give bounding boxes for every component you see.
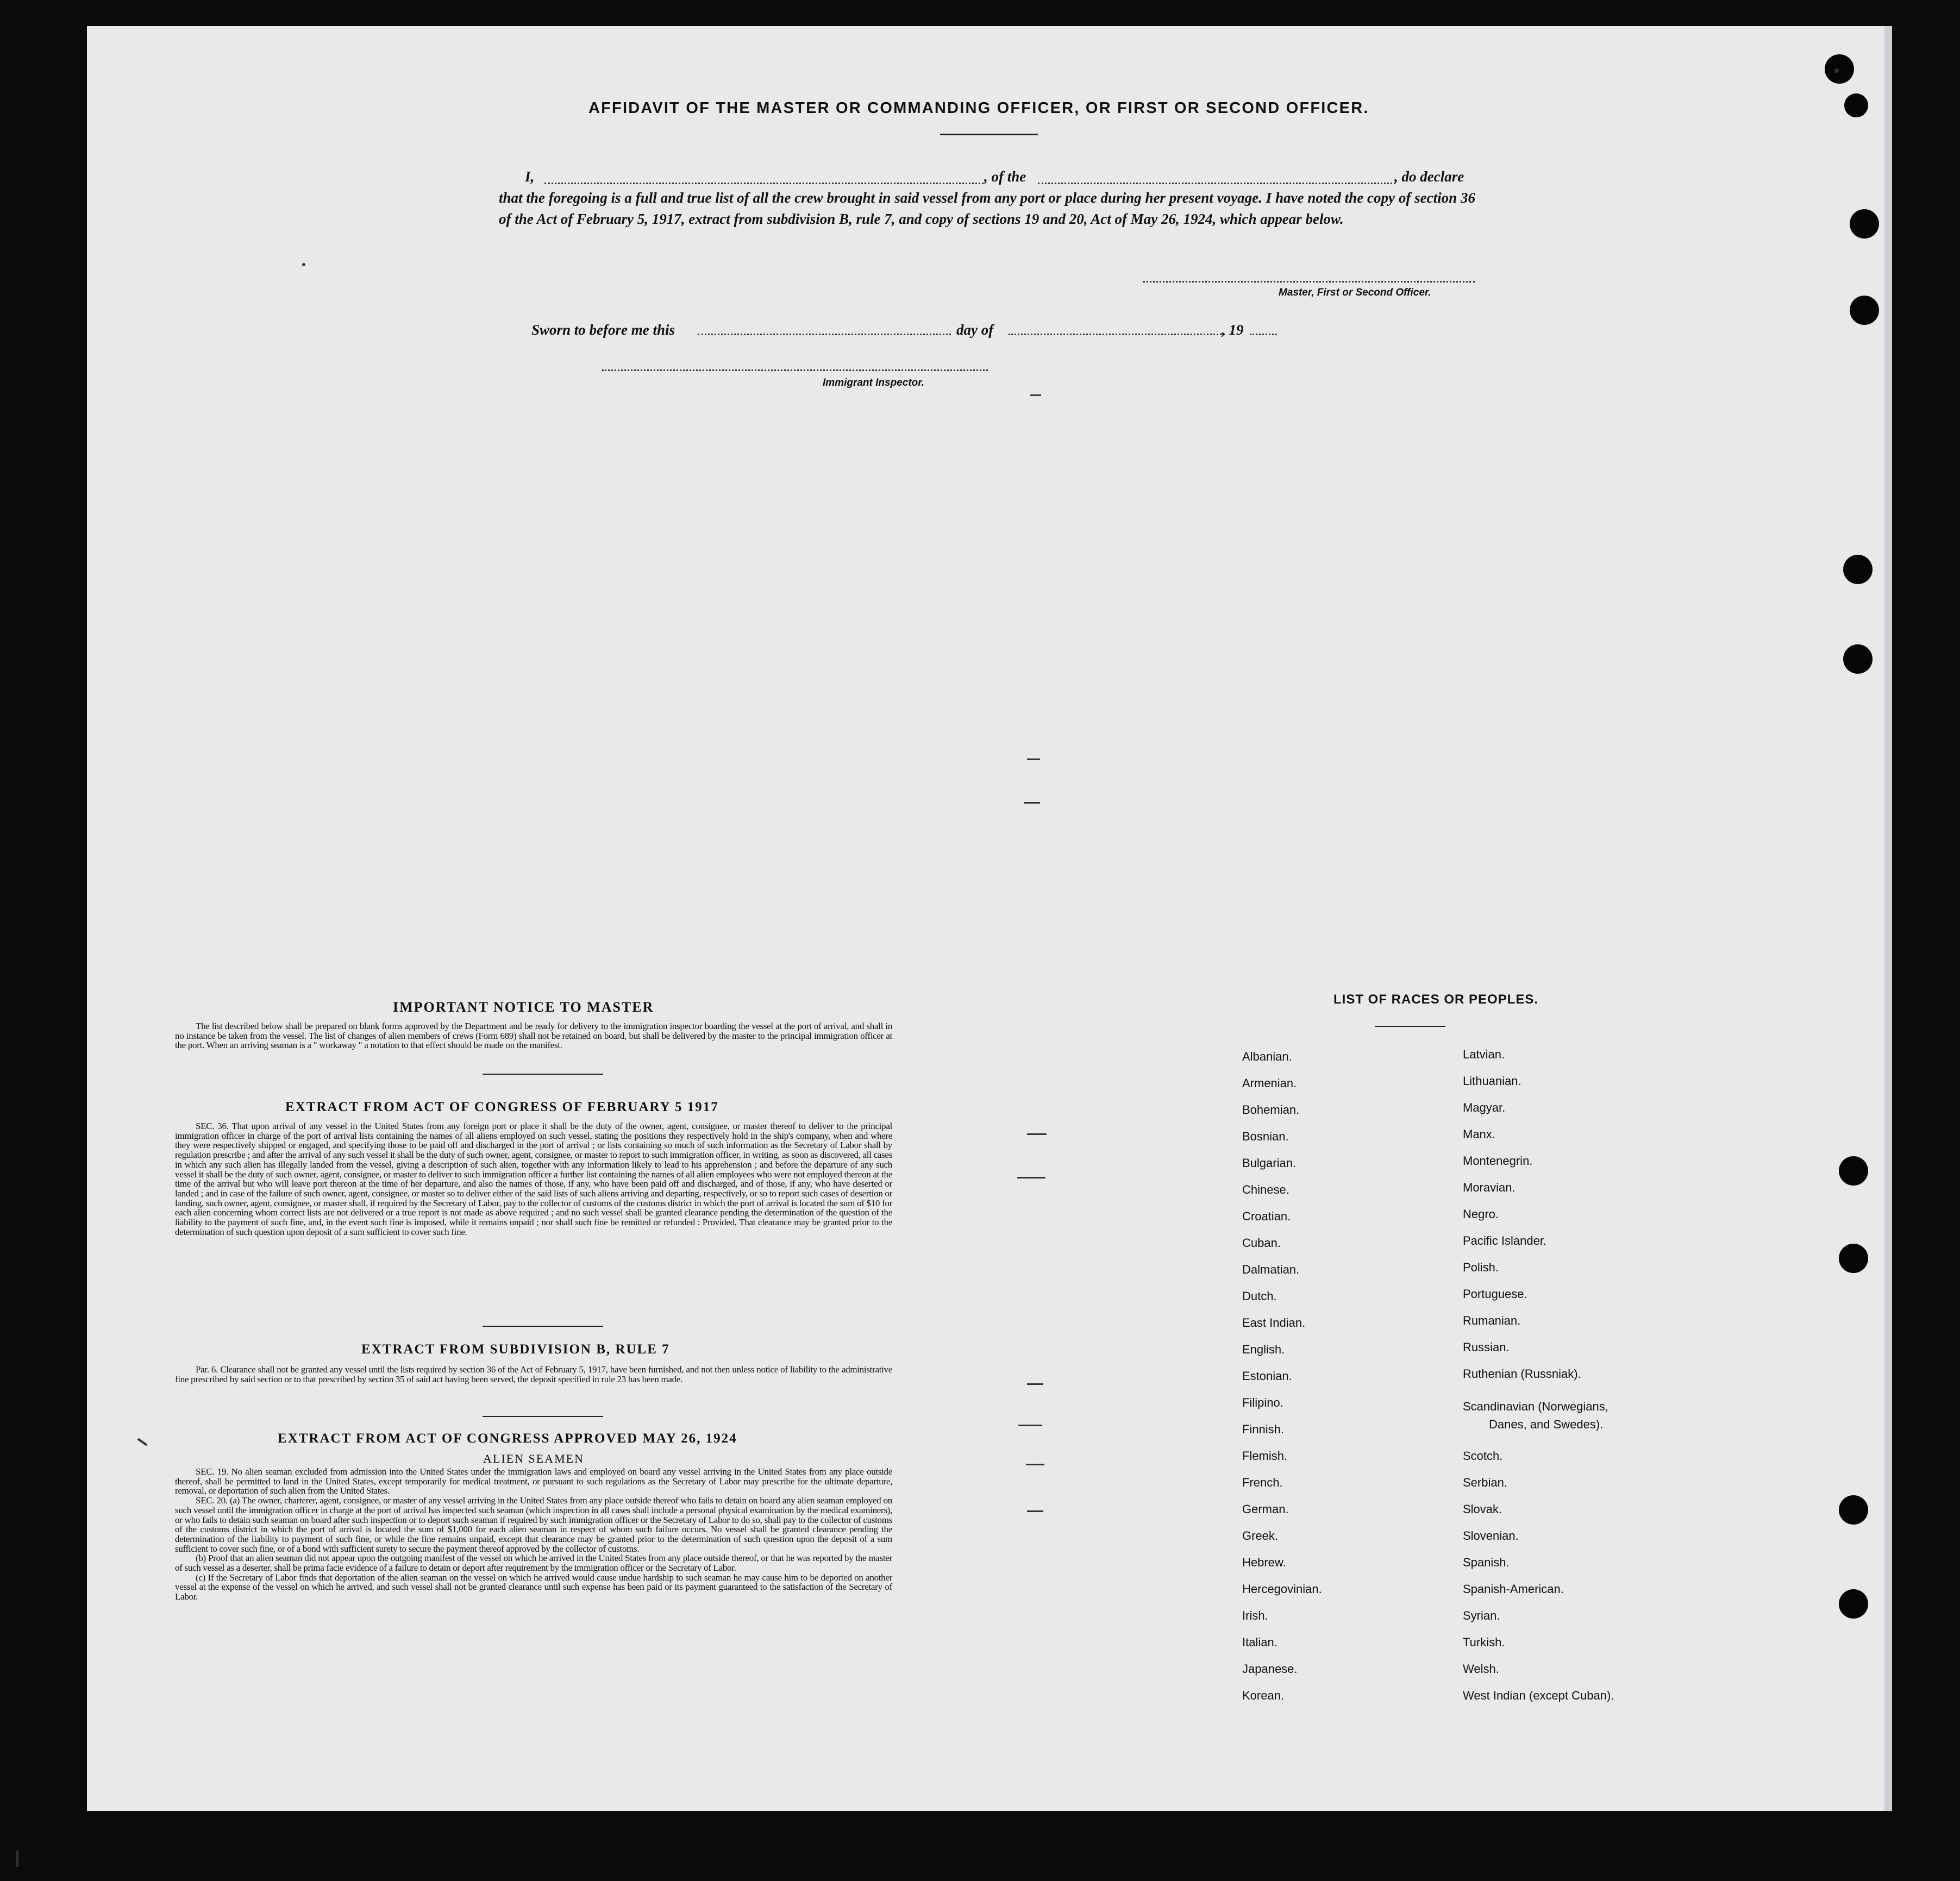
race-item: Serbian.	[1463, 1476, 1507, 1489]
punch-hole	[1850, 209, 1879, 239]
scan-speck	[1027, 1383, 1043, 1385]
sec-19-paragraph: SEC. 19. No alien seaman excluded from admission into the United States under the immigration laws and employed on board any vessel arriving in the United States from any place outside thereof, shall be permitted to land in the United States, except temporarily for medical treatment, or pursuant to such regulations as the Secretary of Labor may prescribe for the ultimate departure, removal, or deportation of such alien from the United States.	[175, 1466, 892, 1496]
race-item: Spanish-American.	[1463, 1582, 1564, 1596]
extract-1924-title: EXTRACT FROM ACT OF CONGRESS APPROVED MAY 26, 1924	[278, 1431, 737, 1446]
section-divider	[483, 1074, 603, 1075]
punch-hole	[1839, 1156, 1868, 1186]
affidavit-title: AFFIDAVIT OF THE MASTER OR COMMANDING OFFICER, OR FIRST OR SECOND OFFICER.	[588, 99, 1369, 117]
section-36-paragraph: SEC. 36. That upon arrival of any vessel in the United States from any foreign port or place it shall be the duty of the owner, agent, consignee, or master thereof to deliver to the principal immigration officer in charge of the port of arrival lists containing the names of all aliens employed on such vessel, stating the positions they respectively hold in the ship's company, when and where they were respectively shipped or engaged, and specifying those to be paid off and discharged in the port of arrival ; or lists containing so much of such information as the Secretary of Labor shall by regulation prescribe ; and after the arrival of any such vessel it shall be the duty of such owner, agent, consignee, or master to report to such immigration officer, in writing, as soon as discovered, all cases in which any such alien has illegally landed from the vessel, giving a description of such alien, together with any information likely to lead to his apprehension ; and before the departure of any such vessel it shall be the duty of such owner, agent, consignee, or master to deliver to such immigration officer a further list containing the names of all alien employees who were not employed thereon at the time of the arrival but who will leave port thereon at the time of her departure, and also the names of those, if any, who have been paid off and discharged, and of those, if any, who have deserted or landed ; and in case of the failure of such owner, agent, consignee, or master so to deliver either of the said lists of such aliens arriving and departing, respectively, or so to report such cases of desertion or landing, such owner, agent, consignee, or master shall, if required by the Secretary of Labor, pay to the collector of customs of the customs district in which the port of arrival is located the sum of $10 for each alien concerning whom correct lists are not delivered or a true report is not made as above required ; and no such vessel shall be granted clearance pending the determination of the question of the liability to the payment of such fine, and, in the event such fine is imposed, while it remains unpaid ; nor shall such fine be remitted or refunded : Provided, That clearance may be granted prior to the determination of such question upon deposit of a sum sufficient to cover such fine.	[175, 1121, 892, 1237]
race-item: Croatian.	[1242, 1209, 1291, 1223]
sworn-month-field[interactable]	[1009, 334, 1225, 335]
scan-speck	[1024, 802, 1040, 804]
sworn-year-field[interactable]	[1250, 334, 1277, 335]
notice-paragraph: The list described below shall be prepared on blank forms approved by the Department and be ready for delivery to the immigration inspector boarding the vessel at the port of arrival, and shall in no instance be taken from the vessel. The list of changes of alien members of crews (Form 689) shall not be retained on board, but shall be delivered by the master to the principal immigration officer at the port. When an arriving seaman is a " workaway " a notation to that effect should be made on the manifest.	[175, 1021, 892, 1051]
page-edge	[1884, 26, 1892, 1811]
race-item: Montenegrin.	[1463, 1154, 1533, 1168]
race-item: Russian.	[1463, 1340, 1510, 1354]
race-item: Pacific Islander.	[1463, 1234, 1547, 1247]
scan-speck	[1027, 1133, 1047, 1135]
race-item: Polish.	[1463, 1261, 1499, 1274]
day-of-label: day of	[956, 322, 994, 338]
of-the-label: , of the	[984, 168, 1026, 185]
race-item: Armenian.	[1242, 1076, 1297, 1090]
race-item: Welsh.	[1463, 1662, 1499, 1676]
extract-1917-text	[175, 1121, 892, 1237]
section-divider	[483, 1416, 603, 1417]
race-item: Chinese.	[1242, 1183, 1289, 1196]
signature-caption: Master, First or Second Officer.	[1279, 287, 1431, 298]
sec-20c-paragraph: (c) If the Secretary of Labor finds that deportation of the alien seaman on the vessel on which he arrived would cause undue hardship to such seaman he may cause him to be deported on another vessel at the expense of the vessel on which he arrived, and such vessel shall not be granted clearance until such expense has been paid or its payment guaranteed to the satisfaction of the Secretary of Labor.	[175, 1572, 892, 1602]
race-item: Estonian.	[1242, 1369, 1292, 1383]
scan-speck	[302, 263, 305, 266]
race-item: Cuban.	[1242, 1236, 1281, 1250]
race-item: Italian.	[1242, 1635, 1278, 1649]
scan-speck	[1018, 1425, 1042, 1426]
race-item: Japanese.	[1242, 1662, 1298, 1676]
race-item: Scandinavian (Norwegians,	[1463, 1400, 1608, 1413]
inspector-caption: Immigrant Inspector.	[823, 377, 924, 388]
extract-rule7-text	[175, 1365, 892, 1384]
race-item: Syrian.	[1463, 1609, 1500, 1622]
race-item: Greek.	[1242, 1529, 1279, 1543]
do-declare-label: , do declare	[1394, 168, 1464, 185]
alien-seamen-subtitle: ALIEN SEAMEN	[483, 1452, 584, 1465]
race-item: Turkish.	[1463, 1635, 1505, 1649]
race-item: Negro.	[1463, 1207, 1499, 1221]
section-divider	[483, 1326, 603, 1327]
race-item: Hebrew.	[1242, 1556, 1286, 1569]
race-item: Portuguese.	[1463, 1287, 1527, 1301]
scan-speck	[1834, 68, 1839, 73]
officer-name-field[interactable]	[544, 183, 984, 184]
race-item: Korean.	[1242, 1689, 1285, 1702]
punch-hole	[1844, 93, 1868, 117]
race-item: Bohemian.	[1242, 1103, 1300, 1117]
sworn-prefix: Sworn to before me this	[531, 322, 675, 338]
race-item: English.	[1242, 1343, 1285, 1356]
race-item: Spanish.	[1463, 1556, 1510, 1569]
punch-hole	[1843, 555, 1873, 584]
scan-speck	[1017, 1177, 1045, 1178]
race-item: Finnish.	[1242, 1422, 1285, 1436]
race-item: Albanian.	[1242, 1050, 1292, 1063]
race-item: Dutch.	[1242, 1289, 1277, 1303]
race-item: German.	[1242, 1502, 1289, 1516]
race-item: Filipino.	[1242, 1396, 1283, 1409]
punch-hole	[1839, 1495, 1868, 1525]
race-item: West Indian (except Cuban).	[1463, 1689, 1614, 1702]
sworn-day-field[interactable]	[698, 334, 951, 335]
punch-hole	[1839, 1244, 1868, 1273]
race-item: Bosnian.	[1242, 1130, 1289, 1143]
race-item: French.	[1242, 1476, 1283, 1489]
race-item: Slovak.	[1463, 1502, 1502, 1516]
race-item: Slovenian.	[1463, 1529, 1519, 1543]
year-label: , 19	[1222, 322, 1244, 338]
declaration-line-1	[525, 166, 1476, 188]
punch-hole	[1843, 644, 1873, 674]
extract-1917-title: EXTRACT FROM ACT OF CONGRESS OF FEBRUARY 5 1917	[285, 1100, 719, 1114]
sec-20a-paragraph: SEC. 20. (a) The owner, charterer, agent, consignee, or master of any vessel arriving in the United States from any place outside thereof who fails to detain on board any alien seaman employed on such vessel until the immigration officer in charge at the port of arrival has inspected such seaman (which inspection in all cases shall include a personal physical examination by the medical examiners), or who fails to detain such seaman on board after such inspection or to deport such seaman if required by such immigration officer or the Secretary of Labor to do so, shall pay to the collector of customs of the customs district in which the port of arrival is located the sum of $1,000 for each alien seaman in respect of whom such failure occurs. No vessel shall be granted clearance pending the determination of the liability to payment of such fine, or while the fine remains unpaid, except that clearance may be granted prior to the determination of such question upon the deposit of a sum sufficient to cover such fine, or of a bond with sufficient surety to secure the payment thereof approved by the collector of customs.	[175, 1495, 892, 1554]
scan-speck	[1027, 1510, 1043, 1512]
race-item: Bulgarian.	[1242, 1156, 1297, 1170]
scan-speck	[16, 1851, 18, 1867]
race-item: Lithuanian.	[1463, 1074, 1521, 1088]
punch-hole	[1839, 1589, 1868, 1619]
inspector-signature-field[interactable]	[602, 369, 988, 371]
races-title-underline	[1375, 1026, 1445, 1027]
race-item: Danes, and Swedes).	[1489, 1418, 1604, 1431]
race-item: Rumanian.	[1463, 1314, 1521, 1327]
extract-rule7-title: EXTRACT FROM SUBDIVISION B, RULE 7	[361, 1342, 670, 1357]
notice-title: IMPORTANT NOTICE TO MASTER	[393, 999, 654, 1015]
race-item: Ruthenian (Russniak).	[1463, 1367, 1581, 1381]
sworn-line	[531, 322, 1292, 343]
rule7-paragraph: Par. 6. Clearance shall not be granted any vessel until the lists required by section 36 of the Act of February 5, 1917, have been furnished, and not then unless notice of liability to the administrative fine prescribed by said section or to that prescribed by section 35 of said act having been served, the deposit specified in rule 23 has been made.	[175, 1364, 892, 1384]
race-item: Manx.	[1463, 1127, 1495, 1141]
scan-speck	[1026, 1464, 1044, 1465]
punch-hole	[1850, 296, 1879, 325]
title-underline	[940, 134, 1038, 135]
race-item: Moravian.	[1463, 1181, 1516, 1194]
extract-1924-text	[175, 1467, 892, 1602]
race-item: Irish.	[1242, 1609, 1268, 1622]
race-item: Latvian.	[1463, 1048, 1505, 1061]
scan-speck	[1027, 758, 1040, 760]
vessel-name-field[interactable]	[1038, 183, 1395, 184]
race-item: Hercegovinian.	[1242, 1582, 1322, 1596]
notice-text	[175, 1021, 892, 1050]
race-item: East Indian.	[1242, 1316, 1306, 1330]
punch-hole	[1825, 54, 1854, 84]
sec-20b-paragraph: (b) Proof that an alien seaman did not appear upon the outgoing manifest of the vessel on which he arrived in the United States from any place outside thereof, or that he was reported by the master of such vessel as a deserter, shall be prima facie evidence of a failure to detain or deport after requirement by the immigration officer or the Secretary of Labor.	[175, 1553, 892, 1573]
race-item: Scotch.	[1463, 1449, 1503, 1463]
scan-speck	[1030, 394, 1041, 396]
declaration-text: that the foregoing is a full and true list of all the crew brought in said vessel from any port or place during her present voyage. I have noted the copy of section 36 of the Act of February 5, 1917, extract from subdivision B, rule 7, and copy of sections 19 and 20, Act of May 26, 1924, which appear below.	[499, 190, 1475, 227]
race-item: Magyar.	[1463, 1101, 1506, 1114]
race-item: Dalmatian.	[1242, 1263, 1300, 1276]
declarant-prefix: I,	[525, 168, 535, 185]
race-item: Flemish.	[1242, 1449, 1288, 1463]
races-title: LIST OF RACES OR PEOPLES.	[1333, 992, 1539, 1007]
officer-signature-field[interactable]	[1143, 281, 1475, 283]
